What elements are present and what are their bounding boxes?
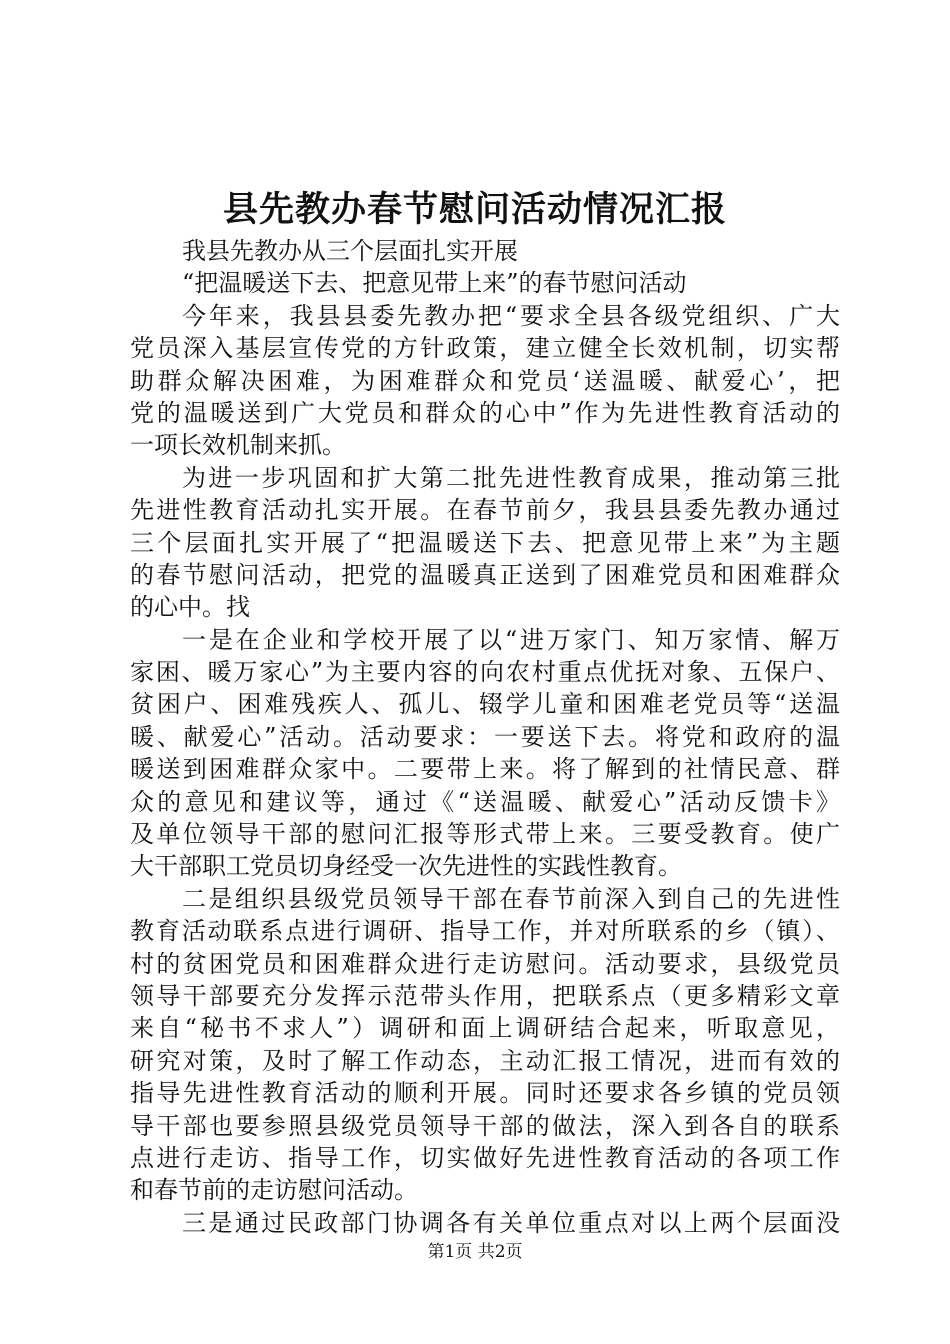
text-line: 一是在企业和学校开展了以“进万家门、知万家情、解万: [182, 625, 840, 654]
text-line: 为进一步巩固和扩大第二批先进性教育成果，推动第三批: [182, 463, 840, 492]
text-line: 三个层面扎实开展了“把温暖送下去、把意见带上来”为主题: [130, 528, 840, 557]
text-line: 助群众解决困难，为困难群众和党员‘送温暖、献爱心’，把: [130, 366, 840, 395]
text-line: 村的贫困党员和困难群众进行走访慰问。活动要求，县级党员: [130, 949, 840, 978]
text-line: 贫困户、困难残疾人、孤儿、辍学儿童和困难老党员等“送温: [130, 690, 840, 719]
text-line: “把温暖送下去、把意见带上来”的春节慰问活动: [182, 269, 687, 298]
page-footer: 第1页 共2页: [427, 1242, 523, 1262]
document-title: 县先教办春节慰问活动情况汇报: [222, 189, 727, 230]
text-line: 三是通过民政部门协调各有关单位重点对以上两个层面没: [182, 1208, 840, 1237]
text-line: 家困、暖万家心”为主要内容的向农村重点优抚对象、五保户、: [130, 658, 840, 687]
text-line: 来自“秘书不求人”）调研和面上调研结合起来，听取意见，: [130, 1014, 840, 1043]
text-line: 我县先教办从三个层面扎实开展: [182, 237, 518, 265]
text-line: 先进性教育活动扎实开展。在春节前夕，我县县委先教办通过: [130, 496, 840, 525]
text-line: 的心中。找: [130, 593, 250, 622]
text-line: 一项长效机制来抓。: [130, 431, 346, 460]
text-line: 领导干部要充分发挥示范带头作用，把联系点（更多精彩文章: [130, 981, 840, 1010]
text-line: 及单位领导干部的慰问汇报等形式带上来。三要受教育。使广: [130, 820, 840, 849]
text-line: 点进行走访、指导工作，切实做好先进性教育活动的各项工作: [130, 1143, 840, 1172]
text-line: 暖送到困难群众家中。二要带上来。将了解到的社情民意、群: [130, 755, 840, 784]
text-line: 指导先进性教育活动的顺利开展。同时还要求各乡镇的党员领: [130, 1079, 840, 1108]
text-line: 大干部职工党员切身经受一次先进性的实践性教育。: [130, 852, 682, 881]
text-line: 党员深入基层宣传党的方针政策，建立健全长效机制，切实帮: [130, 334, 840, 363]
text-line: 的春节慰问活动，把党的温暖真正送到了困难党员和困难群众: [130, 560, 840, 589]
text-line: 众的意见和建议等，通过《“送温暖、献爱心”活动反馈卡》: [130, 787, 840, 816]
text-line: 和春节前的走访慰问活动。: [130, 1176, 418, 1205]
text-line: 二是组织县级党员领导干部在春节前深入到自己的先进性: [182, 884, 840, 913]
text-line: 导干部也要参照县级党员领导干部的做法，深入到各自的联系: [130, 1111, 840, 1140]
text-line: 今年来，我县县委先教办把“要求全县各级党组织、广大: [182, 301, 840, 330]
text-line: 党的温暖送到广大党员和群众的心中”作为先进性教育活动的: [130, 398, 840, 427]
document-body: [130, 235, 840, 1239]
text-line: 教育活动联系点进行调研、指导工作，并对所联系的乡（镇）、: [130, 917, 840, 946]
text-line: 暖、献爱心”活动。活动要求：一要送下去。将党和政府的温: [130, 722, 840, 751]
text-line: 研究对策，及时了解工作动态，主动汇报工情况，进而有效的: [130, 1046, 840, 1075]
